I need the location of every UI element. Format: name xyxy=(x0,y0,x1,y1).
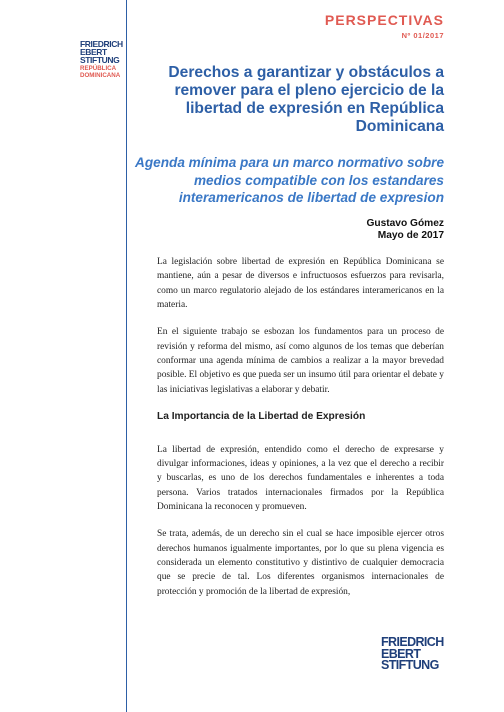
logo-line: FRIEDRICH xyxy=(80,39,123,49)
logo-line: STIFTUNG xyxy=(80,55,120,65)
paragraph: En el siguiente trabajo se esbozan los fundamentos para un proceso de revisión y reforma del mismo, así como algunos de los temas que deberían conformar una agenda mínima de cambios a realizar a la mayor brevedad posible. El objetivo es que pueda ser un insumo útil para orientar el debate y las iniciativas legislativas a elaborar y debatir. xyxy=(157,327,444,395)
series-title: PERSPECTIVAS xyxy=(324,12,444,28)
fes-logo-top xyxy=(80,40,126,79)
paragraph: La legislación sobre libertad de expresión en República Dominicana se mantiene, aún a pesar de diversos e infructuosos esfuerzos para revisarla, como un marco regulatorio alejado de los estándares interamericanos en la materia. xyxy=(157,257,444,311)
fes-logo-bottom xyxy=(381,637,447,672)
paragraph: La libertad de expresión, entendido como el derecho de expresarse y divulgar informaciones, ideas y opiniones, a la vez que el derecho a recibir y buscarlas, es uno de los derechos fundamentales e inherentes a toda persona. Varios tratados internacionales firmados por la República Dominicana la reconocen y promueven. xyxy=(157,444,444,513)
logo-country-line: REPÚBLICA xyxy=(80,65,117,72)
document-title: Derechos a garantizar y obstáculos a remover para el pleno ejercicio de la libertad de expresión en República Dominicana xyxy=(168,64,444,135)
series-header xyxy=(325,12,444,40)
logo-country-line: DOMINICANA xyxy=(80,72,121,79)
publication-date: Mayo de 2017 xyxy=(377,230,444,241)
document-body xyxy=(157,255,444,612)
logo-line: EBERT xyxy=(381,646,421,661)
author-block xyxy=(366,218,444,242)
author-name: Gustavo Gómez xyxy=(366,218,444,229)
document-subtitle: Agenda mínima para un marco normativo sobre medios compatible con los estandares interamericanos de libertad de expresion xyxy=(135,155,444,205)
logo-line: STIFTUNG xyxy=(381,658,439,672)
logo-line: FRIEDRICH xyxy=(381,635,444,649)
logo-line: EBERT xyxy=(80,47,107,57)
section-heading: La Importancia de la Libertad de Expresión xyxy=(157,410,366,422)
paragraph: Se trata, además, de un derecho sin el cual se hace imposible ejercer otros derechos humanos igualmente importantes, por lo que su plena vigencia es considerada un elemento constitutivo y distintivo de cualquier democracia que se precie de tal. Los diferentes organismos internacionales de protección y promoción de la libertad de expresión, xyxy=(157,529,444,597)
series-number: Nº 01/2017 xyxy=(401,31,444,40)
